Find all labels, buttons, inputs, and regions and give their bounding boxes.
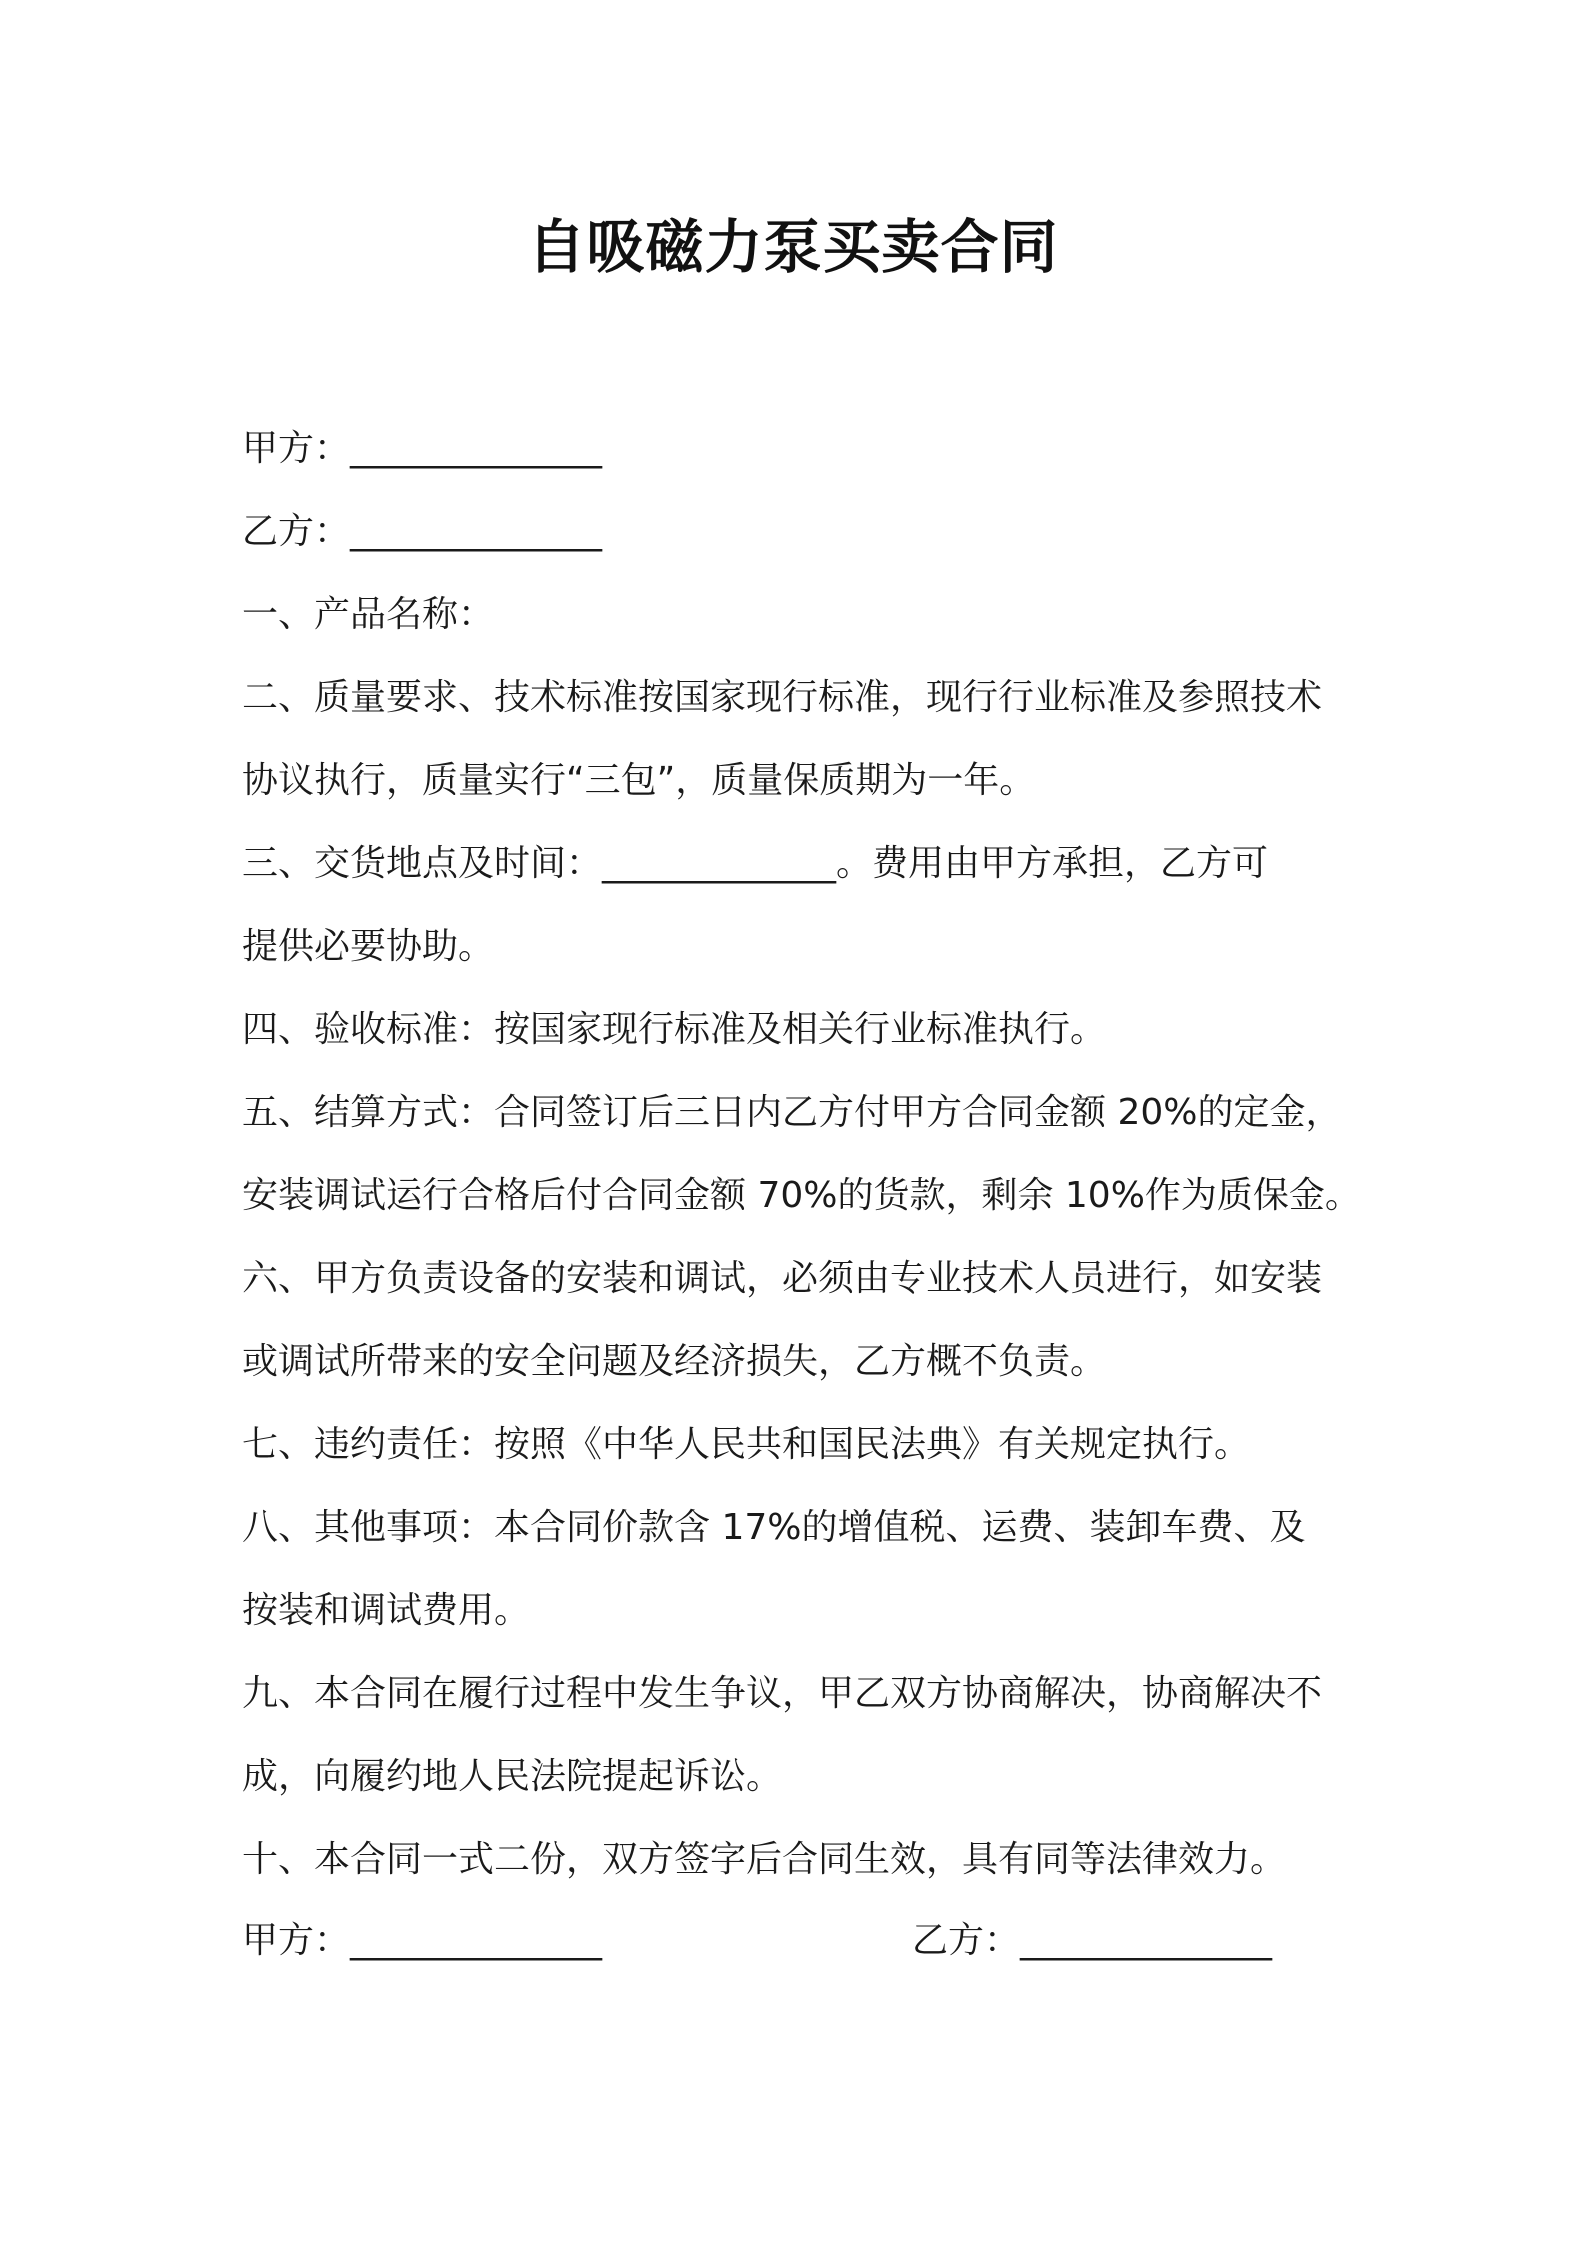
party-a-line (242, 407, 1382, 490)
clause-line: 安装调试运行合格后付合同金额 70%的货款，剩余 10%作为质保金。 (242, 1175, 1361, 1216)
clause-line: 二、质量要求、技术标准按国家现行标准，现行行业标准及参照技术 (242, 677, 1323, 718)
signature-party-a-label: 甲方： (242, 1920, 351, 1961)
clause-line: 六、甲方负责设备的安装和调试，必须由专业技术人员进行，如安装 (242, 1258, 1323, 1299)
clause-line: 七、违约责任：按照《中华人民共和国民法典》有关规定执行。 (242, 1424, 1251, 1465)
clause-line: 按装和调试费用。 (242, 1590, 531, 1631)
party-a-label: 甲方： (242, 428, 351, 469)
signature-party-a-blank: ______________ (350, 1920, 603, 1961)
signature-row (242, 1899, 1382, 1982)
clause-line: 协议执行，质量实行“三包”，质量保质期为一年。 (242, 760, 1036, 801)
party-a-blank: ______________ (350, 428, 603, 469)
clause-line: 三、交货地点及时间：_____________。费用由甲方承担，乙方可 (242, 843, 1269, 884)
clause-line: 四、验收标准：按国家现行标准及相关行业标准执行。 (242, 1009, 1107, 1050)
party-b-blank: ______________ (350, 511, 603, 552)
clause-line: 十、本合同一式二份，双方签字后合同生效，具有同等法律效力。 (242, 1839, 1287, 1880)
party-b-label: 乙方： (242, 511, 351, 552)
document-title: 自吸磁力泵买卖合同 (527, 213, 1059, 281)
document-body (242, 407, 1382, 1901)
clause-line: 提供必要协助。 (242, 926, 495, 967)
signature-party-b (912, 1899, 1272, 1982)
clause-line: 或调试所带来的安全问题及经济损失，乙方概不负责。 (242, 1341, 1107, 1382)
signature-party-b-label: 乙方： (912, 1920, 1021, 1961)
clause-line: 一、产品名称： (242, 594, 495, 635)
party-b-line (242, 490, 1382, 573)
clause-line: 八、其他事项：本合同价款含 17%的增值税、运费、装卸车费、及 (242, 1507, 1306, 1548)
clause-line: 五、结算方式：合同签订后三日内乙方付甲方合同金额 20%的定金， (242, 1092, 1342, 1133)
signature-party-b-blank: ______________ (1020, 1920, 1273, 1961)
clause-line: 成，向履约地人民法院提起诉讼。 (242, 1756, 783, 1797)
clause-line: 九、本合同在履行过程中发生争议，甲乙双方协商解决，协商解决不 (242, 1673, 1323, 1714)
signature-party-a (242, 1899, 602, 1982)
